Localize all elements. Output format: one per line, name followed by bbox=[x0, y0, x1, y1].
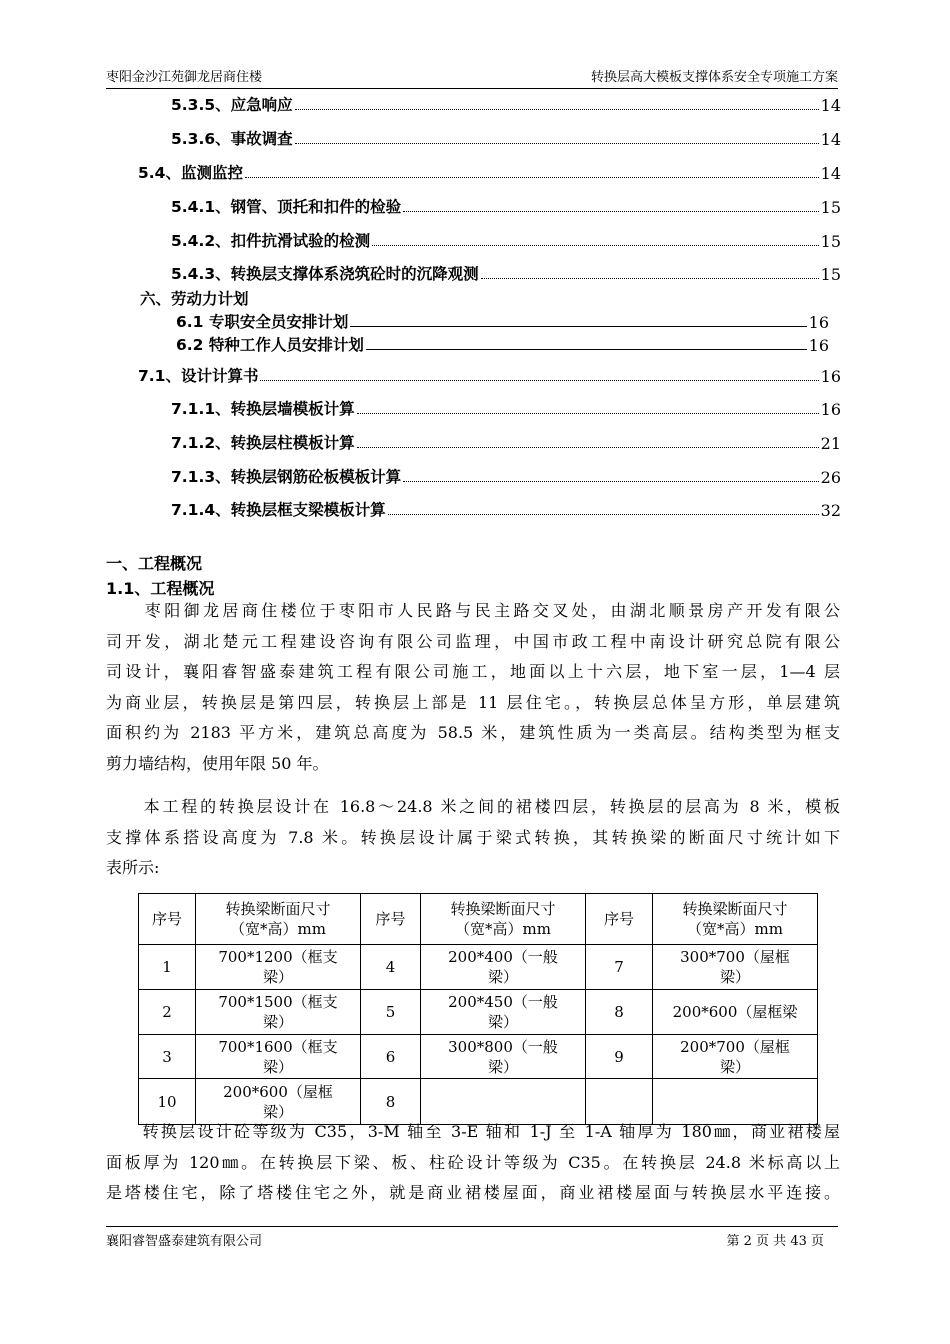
toc-entry-page: 15 bbox=[820, 198, 841, 217]
toc-entry-label: 5.3.6、事故调查 bbox=[171, 130, 293, 148]
header-size: 转换梁断面尺寸 （宽*高）mm bbox=[421, 894, 586, 945]
header-size: 转换梁断面尺寸 （宽*高）mm bbox=[653, 894, 818, 945]
header-no: 序号 bbox=[586, 894, 653, 945]
table-row: 2 700*1500（框支 梁） 5 200*450（一般 梁） 8 200*600（屋框梁 bbox=[139, 990, 818, 1035]
toc-entry-label: 7.1.4、转换层框支梁模板计算 bbox=[171, 501, 386, 519]
toc-entry-label: 6.2 特种工作人员安排计划 bbox=[176, 336, 364, 354]
toc-entry-page: 16 bbox=[808, 336, 829, 355]
toc-entry-label: 5.4.3、转换层支撑体系浇筑砼时的沉降观测 bbox=[171, 265, 479, 283]
toc-entry-label: 7.1.3、转换层钢筋砼板模板计算 bbox=[171, 468, 402, 486]
intro-paragraph: 枣阳御龙居商住楼位于枣阳市人民路与民主路交叉处，由湖北顺景房产开发有限公 司开发，湖北楚元工程建设咨询有限公司监理，中国市政工程中南设计研究总院有限公 司设计，襄阳睿智盛泰建筑工程有限公司施工，地面以上十六层，地下室一层，1—4 层 为商业层，转换层是第四层，转换层上部是 11 层住宅。，转换层总体呈方形，单层建筑 面积约为 2183 平方米，建筑总高度为 58.5 米，建筑性质为一类高层。结构类型为框支 剪力墙结构，使用年限 50 年。 bbox=[106, 601, 840, 773]
table-row: 10 200*600（屋框 梁） 8 bbox=[139, 1079, 818, 1125]
header-doc-title: 转换层高大模板支撑体系安全专项施工方案 bbox=[590, 70, 838, 85]
toc-entry-page: 16 bbox=[820, 367, 841, 386]
header-size: 转换梁断面尺寸 （宽*高）mm bbox=[196, 894, 361, 945]
footer-page-number: 第 2 页 共 43 页 bbox=[726, 1234, 824, 1249]
toc-entry-page: 15 bbox=[820, 265, 841, 284]
header-project: 枣阳金沙江苑御龙居商住楼 bbox=[106, 70, 263, 85]
toc-entry-page: 32 bbox=[820, 501, 841, 520]
toc-entry[interactable] bbox=[171, 127, 841, 149]
toc-entry[interactable] bbox=[171, 262, 841, 284]
page-header bbox=[106, 66, 838, 89]
toc-entry-label: 5.4.2、扣件抗滑试验的检测 bbox=[171, 232, 371, 250]
header-no: 序号 bbox=[139, 894, 196, 945]
header-no: 序号 bbox=[361, 894, 421, 945]
toc-entry[interactable] bbox=[171, 93, 841, 115]
table-row: 3 700*1600（框支 梁） 6 300*800（一般 梁） 9 200*700（屋框 梁） bbox=[139, 1035, 818, 1079]
toc-entry-label: 5.4.1、钢管、顶托和扣件的检验 bbox=[171, 198, 402, 216]
toc-entry-page: 16 bbox=[808, 313, 829, 332]
toc-entry-label: 7.1.2、转换层柱模板计算 bbox=[171, 434, 355, 452]
toc-entry[interactable] bbox=[171, 498, 841, 520]
toc-entry[interactable] bbox=[171, 195, 841, 217]
toc-entry[interactable] bbox=[171, 229, 841, 251]
toc-entry-page: 21 bbox=[820, 434, 841, 453]
toc-entry-label: 六、劳动力计划 bbox=[140, 290, 249, 308]
table-header-row bbox=[139, 894, 818, 945]
toc-entry[interactable] bbox=[176, 333, 829, 355]
toc-section-title[interactable] bbox=[140, 287, 440, 309]
toc-entry-page: 14 bbox=[820, 130, 841, 149]
toc-entry-page: 14 bbox=[820, 164, 841, 183]
toc-entry-label: 7.1.1、转换层墙模板计算 bbox=[171, 400, 355, 418]
table-row: 1 700*1200（框支 梁） 4 200*400（一般 梁） 7 300*700（屋框 梁） bbox=[139, 945, 818, 990]
toc-entry-label: 7.1、设计计算书 bbox=[138, 367, 259, 385]
toc-entry[interactable] bbox=[171, 465, 841, 487]
toc-entry-label: 5.4、监测监控 bbox=[138, 164, 243, 182]
concrete-grade-paragraph: 转换层设计砼等级为 C35，3-M 轴至 3-E 轴和 1-J 至 1-A 轴厚为 180㎜，商业裙楼屋 面板厚为 120㎜。在转换层下梁、板、柱砼设计等级为 C35。在转换层 24.8 米标高以上 是塔楼住宅，除了塔楼住宅之外，就是商业裙楼屋面，商业裙楼屋面与转换层水平连接。 bbox=[106, 1122, 840, 1202]
section-heading: 一、工程概况 bbox=[106, 554, 203, 573]
toc-entry-page: 26 bbox=[820, 468, 841, 487]
transfer-floor-paragraph: 本工程的转换层设计在 16.8～24.8 米之间的裙楼四层，转换层的层高为 8 米，模板 支撑体系搭设高度为 7.8 米。转换层设计属于梁式转换，其转换梁的断面尺寸统计如下 表所示: bbox=[106, 797, 840, 877]
toc-entry[interactable] bbox=[171, 397, 841, 419]
toc-entry[interactable] bbox=[176, 310, 829, 332]
beam-section-table bbox=[138, 893, 818, 1125]
toc-entry-page: 14 bbox=[820, 96, 841, 115]
toc-entry[interactable] bbox=[138, 364, 841, 386]
toc-entry-page: 15 bbox=[820, 232, 841, 251]
toc-entry-page: 16 bbox=[820, 400, 841, 419]
toc-entry[interactable] bbox=[171, 431, 841, 453]
toc-entry-label: 5.3.5、应急响应 bbox=[171, 96, 293, 114]
subsection-heading: 1.1、工程概况 bbox=[106, 579, 215, 598]
page-footer bbox=[106, 1226, 838, 1249]
toc-entry[interactable] bbox=[138, 161, 841, 183]
footer-company: 襄阳睿智盛泰建筑有限公司 bbox=[106, 1234, 263, 1249]
toc-entry-label: 6.1 专职安全员安排计划 bbox=[176, 313, 349, 331]
